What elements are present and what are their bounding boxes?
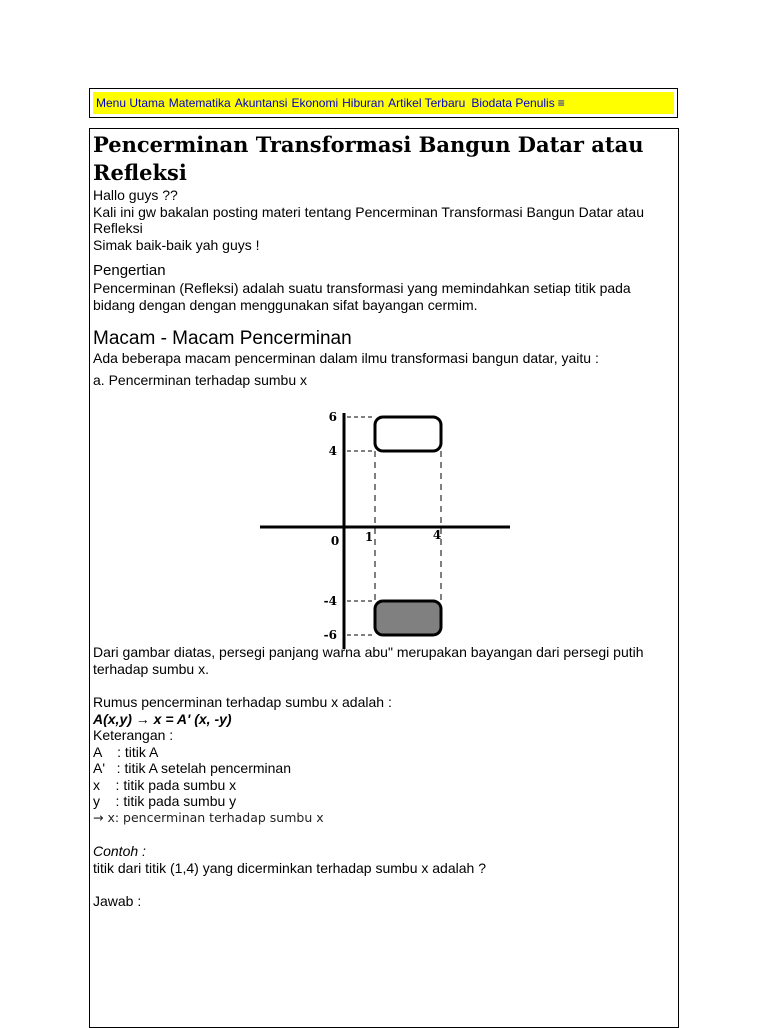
- contoh-text: titik dari titik (1,4) yang dicerminkan terhadap sumbu x adalah ?: [93, 859, 486, 876]
- keterangan-item: y : titik pada sumbu y: [93, 793, 237, 809]
- y-label-6: 6: [328, 411, 337, 424]
- pengertian-heading: Pengertian: [93, 262, 166, 279]
- jawab-label: Jawab :: [93, 893, 142, 909]
- pengertian-text: Pencerminan (Refleksi) adalah suatu transformasi yang memindahkan setiap titik pada bidang dengan dengan menggunakan sifat bayangan cermim.: [93, 280, 631, 313]
- nav-biodata-penulis[interactable]: Biodata Penulis: [471, 96, 555, 110]
- intro-line-3: Simak baik-baik yah guys !: [93, 236, 260, 253]
- arrow-line: → x: pencerminan terhadap sumbu x: [93, 809, 324, 825]
- nav-menu-utama[interactable]: Menu Utama: [96, 96, 165, 110]
- menu-icon[interactable]: ≡: [557, 96, 565, 110]
- keterangan-item: A' : titik A setelah pencerminan: [93, 760, 292, 776]
- sub-heading-a: a. Pencerminan terhadap sumbu x: [93, 371, 308, 388]
- reflected-rectangle: [375, 601, 441, 635]
- intro-line-2: Kali ini gw bakalan posting materi tentang Pencerminan Transformasi Bangun Datar atau Refleksi: [93, 203, 644, 236]
- original-rectangle: [375, 417, 441, 451]
- y-label-4: 4: [328, 444, 337, 458]
- reflection-figure: [255, 411, 515, 651]
- nav-akuntansi[interactable]: Akuntansi: [234, 96, 288, 110]
- article-title: Pencerminan Transformasi Bangun Datar atau Refleksi: [93, 132, 644, 185]
- keterangan-heading: Keterangan :: [93, 727, 174, 743]
- keterangan-item: A : titik A: [93, 743, 159, 760]
- x-label-4: 4: [432, 528, 442, 542]
- nav-frame: [89, 88, 678, 118]
- figure-caption: Dari gambar diatas, persegi panjang warna abu" merupakan bayangan dari persegi putih terhadap sumbu x.: [93, 644, 644, 677]
- x-label-1: 1: [364, 530, 374, 544]
- keterangan-item: x : titik pada sumbu x: [93, 776, 237, 793]
- formula: A(x,y) → x = A' (x, -y): [93, 710, 232, 727]
- nav-ekonomi[interactable]: Ekonomi: [291, 96, 339, 110]
- x-label-0: 0: [330, 534, 340, 548]
- article-container: [89, 128, 679, 1028]
- y-label-neg6: -6: [323, 628, 337, 642]
- intro-line-1: Hallo guys ??: [93, 187, 178, 203]
- nav-hiburan[interactable]: Hiburan: [342, 96, 385, 110]
- nav-bar: [93, 92, 674, 114]
- rumus-intro: Rumus pencerminan terhadap sumbu x adalah :: [93, 694, 392, 710]
- nav-matematika[interactable]: Matematika: [168, 96, 231, 110]
- y-label-neg4: -4: [323, 594, 337, 608]
- macam-heading: Macam - Macam Pencerminan: [93, 328, 352, 349]
- contoh-heading: Contoh :: [93, 843, 146, 859]
- nav-artikel-terbaru[interactable]: Artikel Terbaru: [388, 96, 466, 110]
- macam-text: Ada beberapa macam pencerminan dalam ilmu transformasi bangun datar, yaitu :: [93, 350, 599, 366]
